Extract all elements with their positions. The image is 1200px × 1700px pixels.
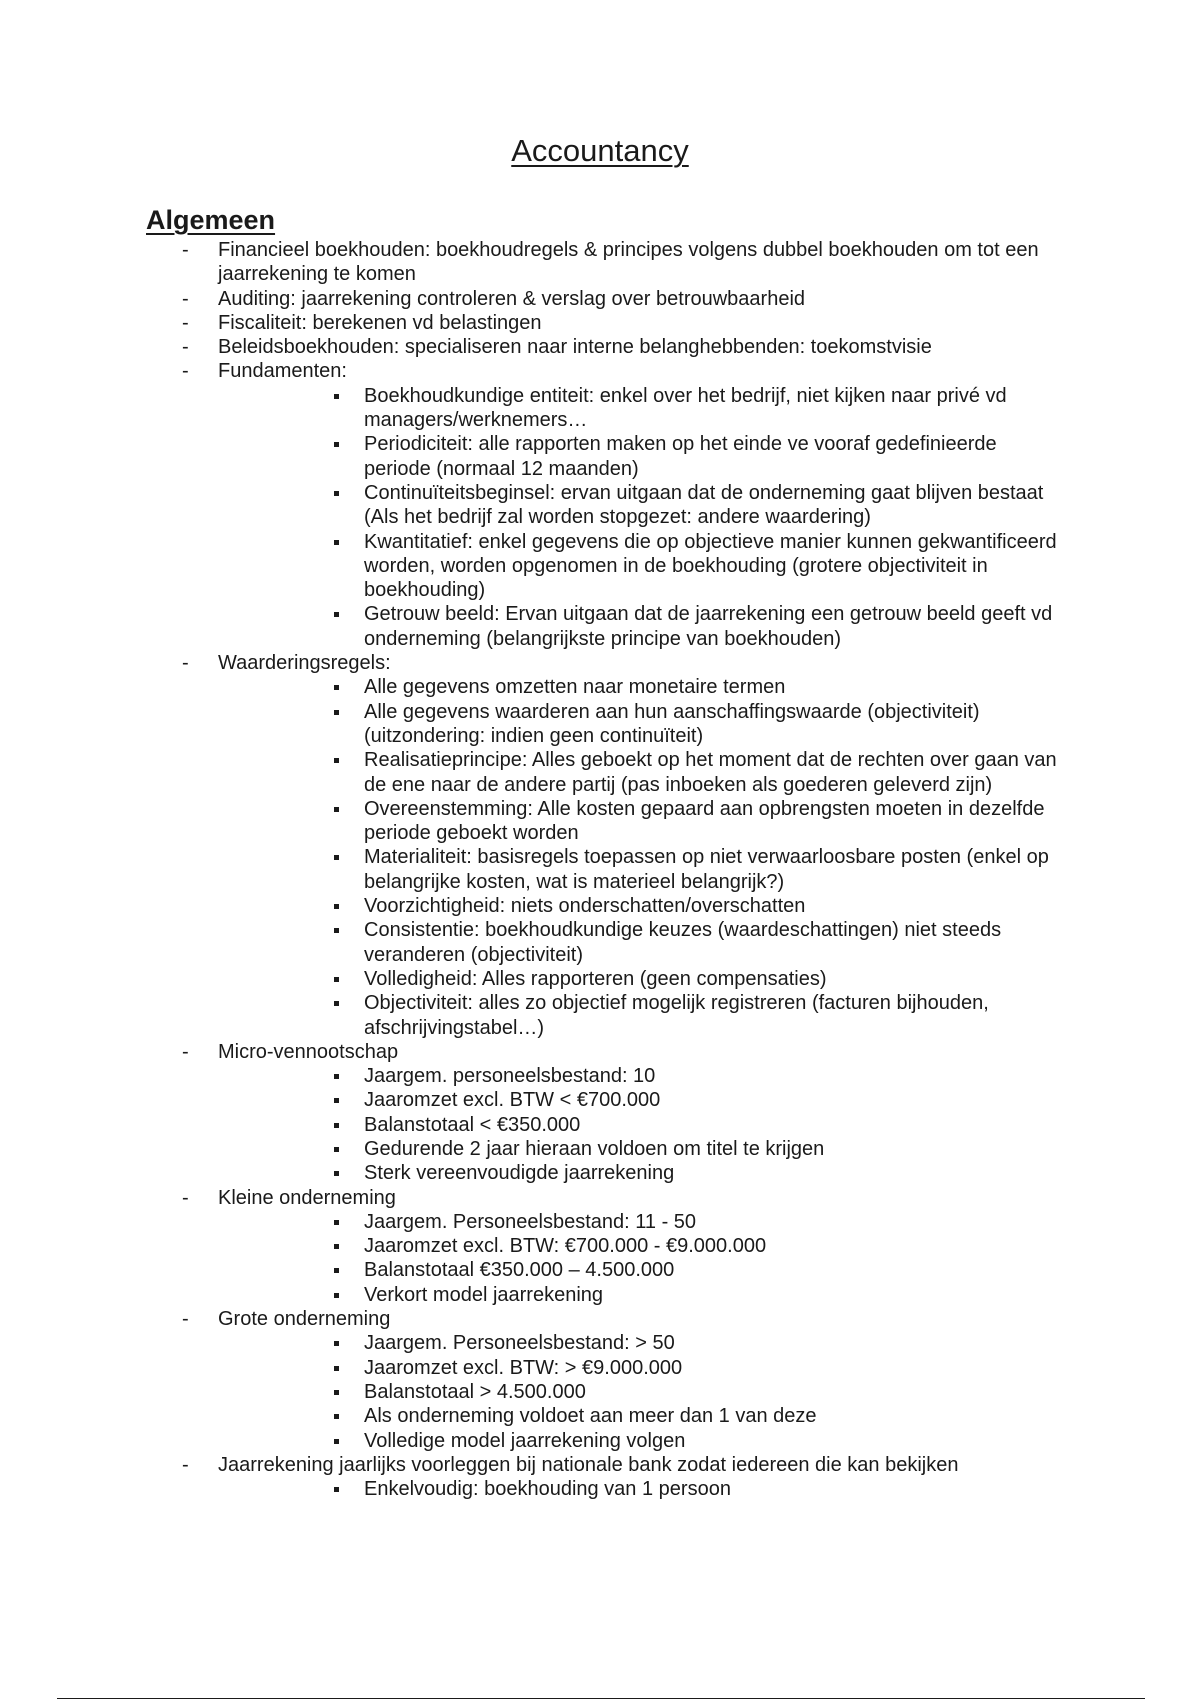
list-item-text: Auditing: jaarrekening controleren & verslag over betrouwbaarheid: [218, 287, 806, 310]
sub-list-item: Consistentie: boekhoudkundige keuzes (waardeschattingen) niet steeds veranderen (objectiviteit): [364, 918, 1064, 967]
sub-list-item: Sterk vereenvoudigde jaarrekening: [364, 1161, 1064, 1185]
list-item: [0, 1186, 1065, 1307]
list-item-text: Waarderingsregels:: [218, 652, 391, 675]
list-item: [0, 1040, 1065, 1186]
sub-list: [218, 1477, 1065, 1501]
list-item: [0, 359, 1065, 651]
sub-list-item: Realisatieprincipe: Alles geboekt op het moment dat de rechten over gaan van de ene naar de andere partij (pas inboeken als goederen geleverd zijn): [364, 748, 1064, 797]
sub-list-item: Verkort model jaarrekening: [364, 1283, 1064, 1307]
sub-list-item: Jaaromzet excl. BTW < €700.000: [364, 1088, 1064, 1112]
list-item-text: Kleine onderneming: [218, 1186, 396, 1209]
sub-list-item: Objectiviteit: alles zo objectief mogelijk registreren (facturen bijhouden, afschrijvingstabel…): [364, 991, 1064, 1040]
sub-list-item: Gedurende 2 jaar hieraan voldoen om titel te krijgen: [364, 1137, 1064, 1161]
sub-list-item: Jaaromzet excl. BTW: > €9.000.000: [364, 1356, 1064, 1380]
list-item-text: Beleidsboekhouden: specialiseren naar interne belanghebbenden: toekomstvisie: [218, 336, 932, 359]
main-list: [0, 238, 1200, 1501]
sub-list-item: Continuïteitsbeginsel: ervan uitgaan dat de onderneming gaat blijven bestaat (Als het bedrijf zal worden stopgezet: andere waardering): [364, 481, 1064, 530]
sub-list-item: Periodiciteit: alle rapporten maken op het einde ve vooraf gedefinieerde periode (normaal 12 maanden): [364, 432, 1064, 481]
sub-list-item: Balanstotaal < €350.000: [364, 1113, 1064, 1137]
list-item-text: Jaarrekening jaarlijks voorleggen bij nationale bank zodat iedereen die kan bekijken: [218, 1453, 959, 1476]
list-item: [0, 311, 1065, 335]
sub-list-item: Jaaromzet excl. BTW: €700.000 - €9.000.000: [364, 1234, 1064, 1258]
sub-list: [218, 384, 1065, 651]
sub-list-item: Getrouw beeld: Ervan uitgaan dat de jaarrekening een getrouw beeld geeft vd onderneming (belangrijkste principe van boekhouden): [364, 602, 1064, 651]
sub-list: [218, 1331, 1065, 1452]
sub-list-item: Alle gegevens waarderen aan hun aanschaffingswaarde (objectiviteit) (uitzondering: indien geen continuïteit): [364, 700, 1064, 749]
sub-list-item: Materialiteit: basisregels toepassen op niet verwaarloosbare posten (enkel op belangrijke kosten, wat is materieel belangrijk?): [364, 845, 1064, 894]
list-item-text: Financieel boekhouden: boekhoudregels & principes volgens dubbel boekhouden om tot een jaarrekening te komen: [218, 239, 1039, 286]
list-item-text: Grote onderneming: [218, 1308, 391, 1331]
sub-list-item: Overeenstemming: Alle kosten gepaard aan opbrengsten moeten in dezelfde periode geboekt worden: [364, 797, 1064, 846]
sub-list-item: Volledigheid: Alles rapporteren (geen compensaties): [364, 967, 1064, 991]
sub-list-item: Jaargem. Personeelsbestand: 11 - 50: [364, 1210, 1064, 1234]
sub-list-item: Jaargem. personeelsbestand: 10: [364, 1064, 1064, 1088]
sub-list-item: Balanstotaal €350.000 – 4.500.000: [364, 1258, 1064, 1282]
list-item: [0, 651, 1065, 1040]
sub-list: [218, 1064, 1065, 1185]
list-item-text: Fundamenten:: [218, 360, 347, 383]
list-item: [0, 287, 1065, 311]
sub-list-item: Jaargem. Personeelsbestand: > 50: [364, 1331, 1064, 1355]
list-item-text: Fiscaliteit: berekenen vd belastingen: [218, 311, 542, 334]
document-title: Accountancy: [511, 133, 689, 168]
sub-list-item: Als onderneming voldoet aan meer dan 1 van deze: [364, 1404, 1064, 1428]
sub-list-item: Boekhoudkundige entiteit: enkel over het bedrijf, niet kijken naar privé vd managers/werknemers…: [364, 384, 1064, 433]
list-item-text: Micro-vennootschap: [218, 1040, 399, 1063]
list-item: [0, 1453, 1065, 1502]
list-item: [0, 238, 1065, 287]
sub-list-item: Volledige model jaarrekening volgen: [364, 1429, 1064, 1453]
list-item: [0, 1307, 1065, 1453]
sub-list-item: Kwantitatief: enkel gegevens die op objectieve manier kunnen gekwantificeerd worden, worden opgenomen in de boekhouding (grotere objectiviteit in boekhouding): [364, 530, 1064, 603]
sub-list-item: Voorzichtigheid: niets onderschatten/overschatten: [364, 894, 1064, 918]
sub-list-item: Alle gegevens omzetten naar monetaire termen: [364, 675, 1064, 699]
sub-list-item: Balanstotaal > 4.500.000: [364, 1380, 1064, 1404]
section-heading: Algemeen: [146, 205, 276, 235]
sub-list: [218, 675, 1065, 1039]
list-item: [0, 335, 1065, 359]
sub-list-item: Enkelvoudig: boekhouding van 1 persoon: [364, 1477, 1064, 1501]
sub-list: [218, 1210, 1065, 1307]
footer-divider: [57, 1698, 1145, 1699]
content-body: [0, 238, 1200, 1501]
